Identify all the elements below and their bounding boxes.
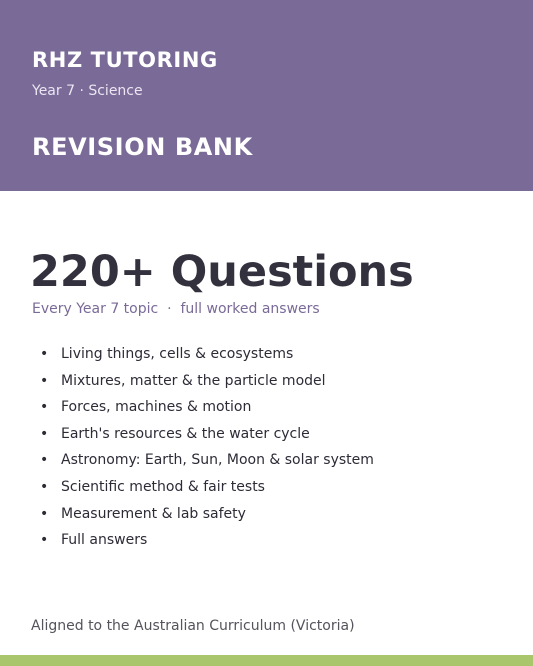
headline: 220+ Questions [30,247,414,297]
brand-name: RHZ TUTORING [32,48,218,72]
bullet-icon: • [40,372,49,389]
subtitle: Year 7 · Science [32,83,143,99]
topic-label: Mixtures, matter & the particle model [61,372,326,389]
document-title: REVISION BANK [32,133,253,161]
topic-label: Astronomy: Earth, Sun, Moon & solar system [61,452,374,469]
bullet-icon: • [40,399,49,416]
footer-accent-bar [0,655,533,666]
bullet-icon: • [40,425,49,442]
tagline: Every Year 7 topic · full worked answers [32,301,320,317]
bullet-icon: • [40,505,49,522]
header-banner [0,0,533,191]
topic-label: Living things, cells & ecosystems [61,346,294,362]
topic-label: Measurement & lab safety [61,505,246,522]
topic-label: Scientific method & fair tests [61,478,265,495]
bullet-icon: • [40,346,49,362]
topic-label: Earth's resources & the water cycle [61,425,310,442]
curriculum-note: Aligned to the Australian Curriculum (Victoria) [31,618,355,634]
bullet-icon: • [40,452,49,469]
topic-label: Full answers [61,532,148,549]
bullet-icon: • [40,532,49,549]
bullet-icon: • [40,478,49,495]
topic-label: Forces, machines & motion [61,399,252,416]
